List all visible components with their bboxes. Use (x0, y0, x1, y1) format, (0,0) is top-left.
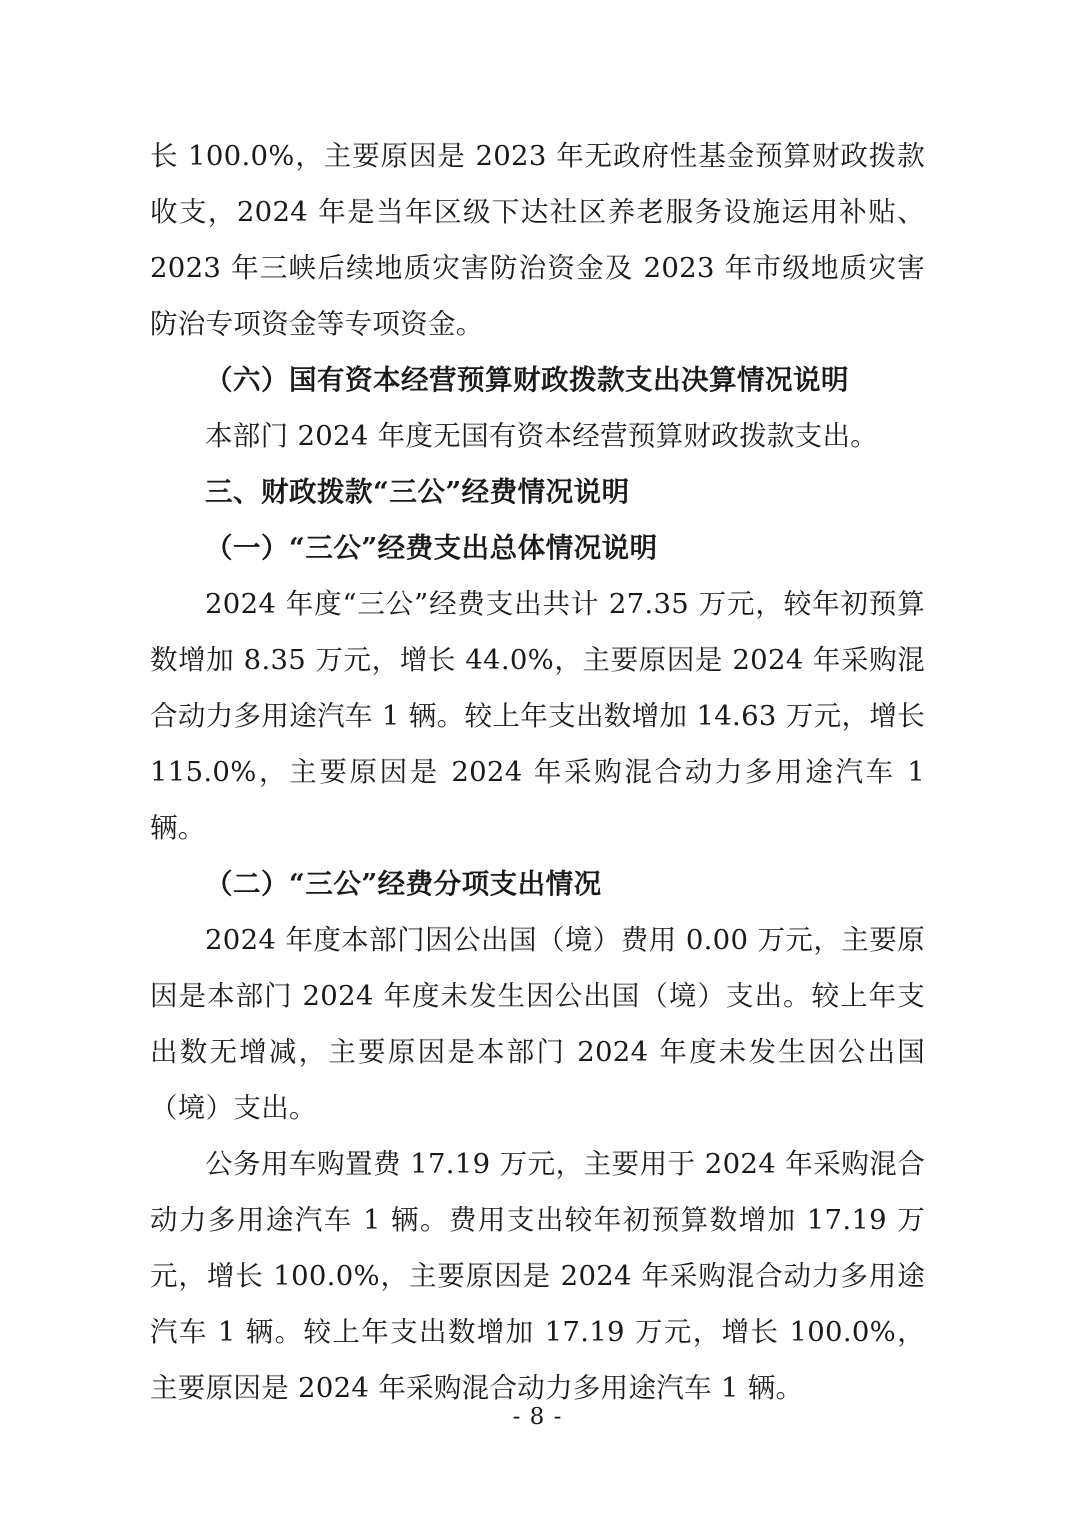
paragraph-vehicle-purchase-expense: 公务用车购置费 17.19 万元，主要用于 2024 年采购混合动力多用途汽车 1 辆。费用支出较年初预算数增加 17.19 万元，增长 100.0%，主要原因是 2024 年采购混合动力多用途汽车 1 辆。较上年支出数增加 17.19 万元，增长 100.0%，主要原因是 2024 年采购混合动力多用途汽车 1 辆。 (150, 1148, 925, 1404)
page-number: - 8 - (512, 1404, 563, 1430)
page-body (150, 128, 925, 1416)
heading-two-sangong-items: （二）“三公”经费分项支出情况 (205, 868, 602, 900)
paragraph-sangong-overall: 2024 年度“三公”经费支出共计 27.35 万元，较年初预算数增加 8.35 万元，增长 44.0%，主要原因是 2024 年采购混合动力多用途汽车 1 辆。较上年支出数增加 14.63 万元，增长 115.0%，主要原因是 2024 年采购混合动力多用途汽车 1 辆。 (150, 588, 925, 844)
heading-six-state-capital: （六）国有资本经营预算财政拨款支出决算情况说明 (205, 364, 849, 396)
paragraph-fund-budget-reason: 长 100.0%，主要原因是 2023 年无政府性基金预算财政拨款收支，2024 年是当年区级下达社区养老服务设施运用补贴、2023 年三峡后续地质灾害防治资金及 2023 年市级地质灾害防治专项资金等专项资金。 (150, 140, 925, 340)
paragraph-abroad-expense: 2024 年度本部门因公出国（境）费用 0.00 万元，主要原因是本部门 2024 年度未发生因公出国（境）支出。较上年支出数无增减，主要原因是本部门 2024 年度未发生因公出国（境）支出。 (150, 924, 925, 1124)
heading-three-sangong: 三、财政拨款“三公”经费情况说明 (205, 476, 630, 508)
paragraph-state-capital-none: 本部门 2024 年度无国有资本经营预算财政拨款支出。 (205, 420, 879, 452)
heading-one-sangong-overall: （一）“三公”经费支出总体情况说明 (205, 532, 658, 564)
